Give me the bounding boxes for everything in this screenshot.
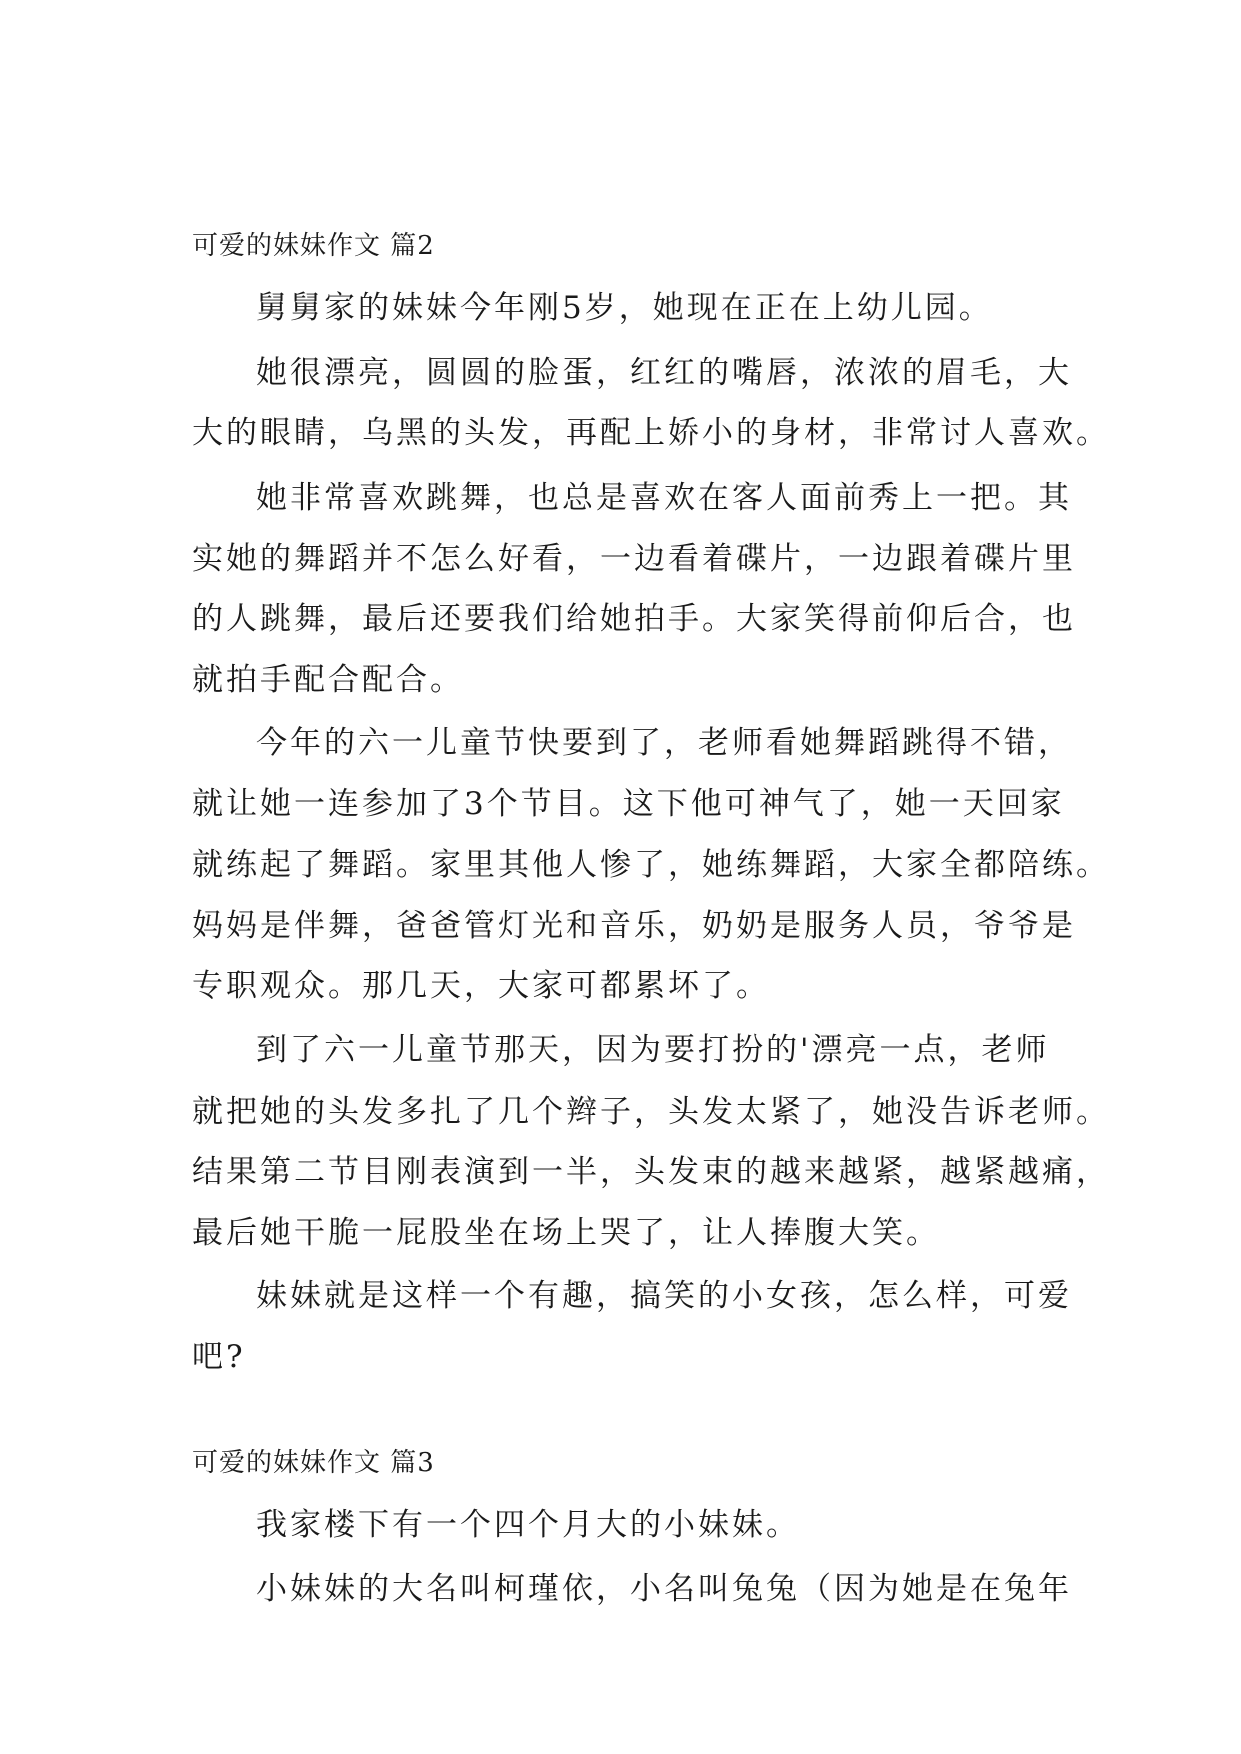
paragraph-line: 专职观众。那几天，大家可都累坏了。 (192, 968, 770, 1004)
paragraph-line: 就练起了舞蹈。家里其他人惨了，她练舞蹈，大家全都陪练。 (192, 847, 1110, 883)
paragraph-line: 今年的六一儿童节快要到了，老师看她舞蹈跳得不错， (256, 725, 1072, 761)
paragraph-line: 她非常喜欢跳舞，也总是喜欢在客人面前秀上一把。其 (256, 480, 1072, 516)
paragraph-line: 吧? (192, 1339, 246, 1375)
paragraph-line: 结果第二节目刚表演到一半，头发束的越来越紧，越紧越痛， (192, 1154, 1110, 1190)
paragraph-line: 妈妈是伴舞，爸爸管灯光和音乐，奶奶是服务人员，爷爷是 (192, 908, 1076, 944)
paragraph-line: 实她的舞蹈并不怎么好看，一边看着碟片，一边跟着碟片里 (192, 541, 1076, 577)
paragraph-line: 最后她干脆一屁股坐在场上哭了，让人捧腹大笑。 (192, 1215, 940, 1251)
paragraph-line: 就拍手配合配合。 (192, 662, 464, 698)
paragraph-line: 妹妹就是这样一个有趣，搞笑的小女孩，怎么样，可爱 (256, 1278, 1072, 1314)
paragraph-line: 到了六一儿童节那天，因为要打扮的'漂亮一点，老师 (256, 1032, 1050, 1068)
paragraph-line: 大的眼睛，乌黑的头发，再配上娇小的身材，非常讨人喜欢。 (192, 415, 1110, 451)
paragraph-line: 就让她一连参加了3个节目。这下他可神气了，她一天回家 (192, 786, 1065, 822)
paragraph-line: 的人跳舞，最后还要我们给她拍手。大家笑得前仰后合，也 (192, 601, 1076, 637)
paragraph-line: 小妹妹的大名叫柯瑾依，小名叫兔兔（因为她是在兔年 (256, 1571, 1072, 1607)
paragraph-line: 她很漂亮，圆圆的脸蛋，红红的嘴唇，浓浓的眉毛，大 (256, 355, 1072, 391)
section-2-heading: 可爱的妹妹作文 篇2 (192, 231, 435, 261)
paragraph-line: 舅舅家的妹妹今年刚5岁，她现在正在上幼儿园。 (256, 290, 993, 326)
section-3-heading: 可爱的妹妹作文 篇3 (192, 1448, 435, 1478)
paragraph-line: 就把她的头发多扎了几个辫子，头发太紧了，她没告诉老师。 (192, 1094, 1110, 1130)
paragraph-line: 我家楼下有一个四个月大的小妹妹。 (256, 1507, 800, 1543)
